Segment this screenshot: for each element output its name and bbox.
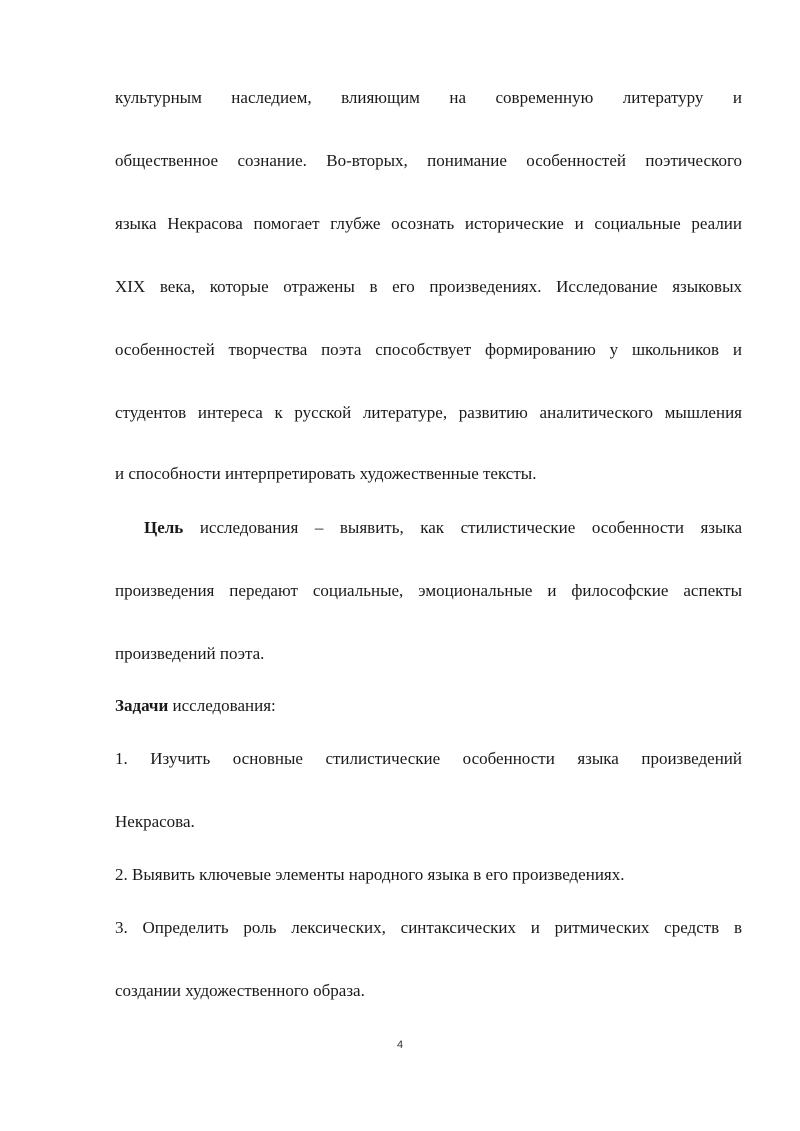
paragraph-line: языка Некрасова помогает глубже осознать исторические и социальные реалии — [115, 214, 742, 233]
task-item: создании художественного образа. — [115, 981, 365, 1000]
tasks-heading-text: исследования: — [168, 696, 276, 715]
task-item: Некрасова. — [115, 812, 195, 831]
goal-line: произведения передают социальные, эмоциональные и философские аспекты — [115, 581, 742, 600]
goal-line: произведений поэта. — [115, 644, 265, 663]
task-item: 2. Выявить ключевые элементы народного языка в его произведениях. — [115, 865, 625, 884]
paragraph-line: и способности интерпретировать художественные тексты. — [115, 464, 537, 483]
page-number: 4 — [396, 1039, 404, 1051]
goal-label: Цель — [144, 518, 184, 537]
tasks-heading — [115, 695, 742, 717]
paragraph-line: культурным наследием, влияющим на современную литературу и — [115, 88, 742, 107]
paragraph-line: студентов интереса к русской литературе, развитию аналитического мышления — [115, 403, 742, 422]
task-item: 1. Изучить основные стилистические особенности языка произведений — [115, 749, 742, 768]
goal-line — [144, 517, 742, 539]
task-item: 3. Определить роль лексических, синтаксических и ритмических средств в — [115, 918, 742, 937]
goal-text: исследования – выявить, как стилистические особенности языка — [183, 518, 742, 537]
tasks-label: Задачи — [115, 696, 169, 715]
paragraph-line: особенностей творчества поэта способствует формированию у школьников и — [115, 340, 742, 359]
paragraph-line: общественное сознание. Во-вторых, понимание особенностей поэтического — [115, 151, 742, 170]
paragraph-line: XIX века, которые отражены в его произведениях. Исследование языковых — [115, 277, 742, 296]
